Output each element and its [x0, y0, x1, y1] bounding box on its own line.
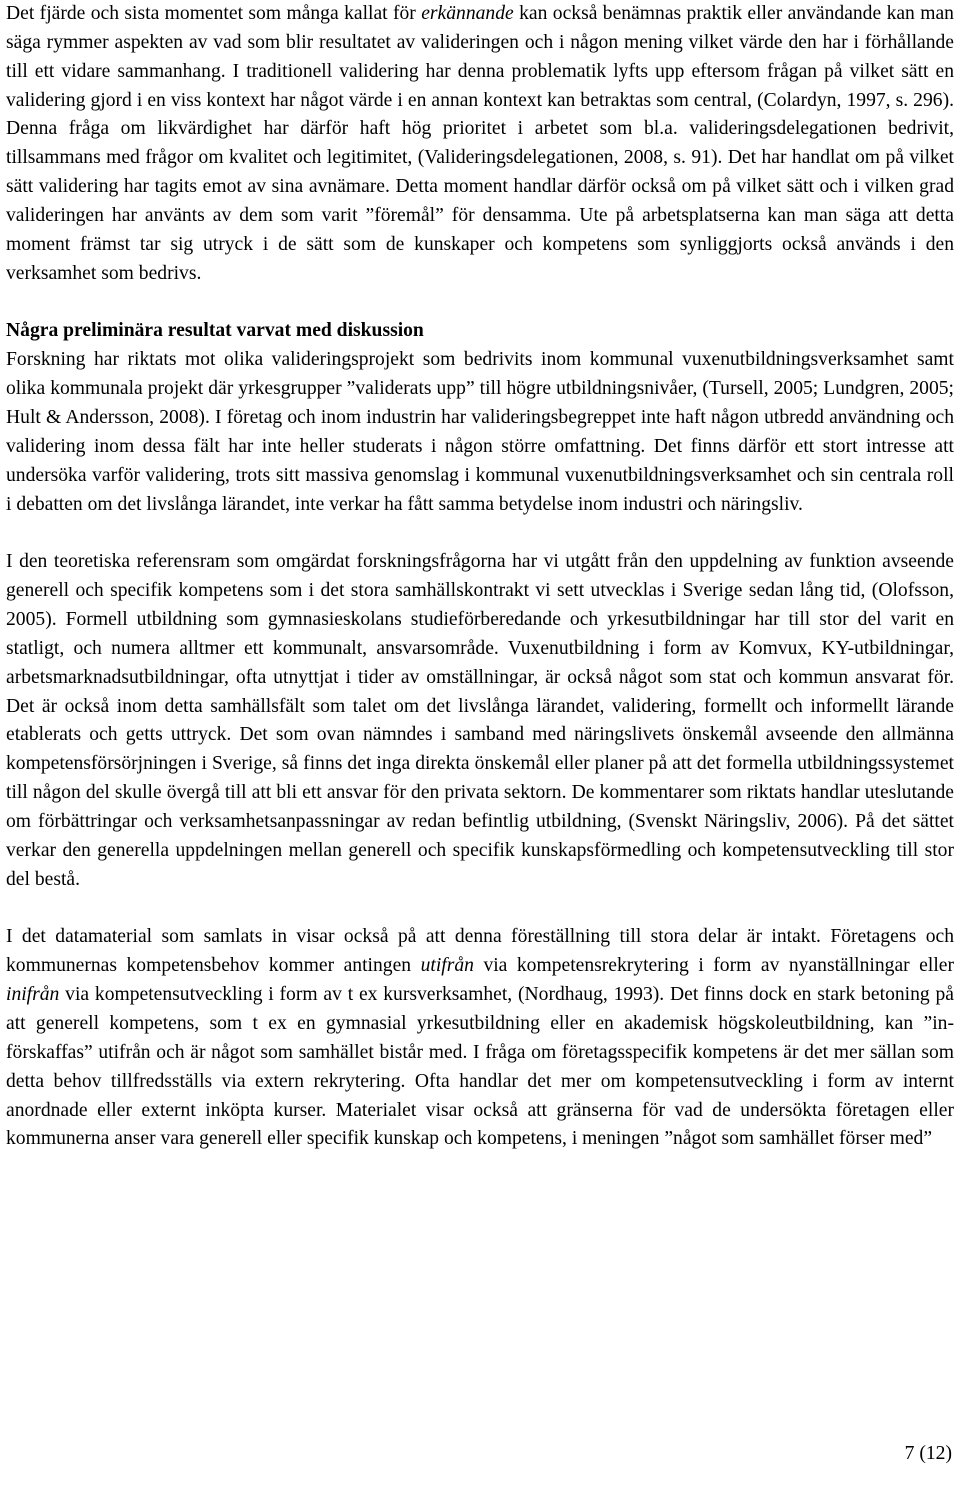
paragraph-erkannande: [6, 0, 954, 288]
paragraph-datamaterial: [6, 923, 954, 1154]
paragraph-forskning: Forskning har riktats mot olika valideringsprojekt som bedrivits inom kommunal vuxenutbildningsverksamhet samt olika kommunala projekt där yrkesgrupper ”validerats upp” till högre utbildningsnivåer, (Tursell, 2005; Lundgren, 2005; Hult & Andersson, 2008). I företag och inom industrin har valideringsbegreppet inte haft någon utbredd användning och validering inom dessa fält har inte heller studerats i någon större omfattning. Det finns därför ett stort intresse att undersöka varför validering, trots sitt massiva genomslag i kommunal vuxenutbildningsverksamhet och sin centrala roll i debatten om det livslånga lärandet, inte verkar ha fått samma betydelse inom industri och näringsliv.: [6, 349, 954, 515]
paragraph-spacer: [6, 288, 954, 317]
emphasis-erkannande: erkännande: [421, 3, 514, 24]
text-run: I det datamaterial som samlats in visar också på att denna föreställning till stora delar är intakt. Företagens och kommunernas kompetensbehov kommer antingen: [6, 926, 954, 977]
paragraph-spacer: [6, 894, 954, 923]
page-number: 7 (12): [904, 1443, 952, 1464]
emphasis-utifran: utifrån: [420, 955, 474, 977]
text-run: via kompetensrekrytering i form av nyanställningar eller: [473, 955, 954, 977]
paragraph-teoretiska-referensram: I den teoretiska referensram som omgärdat forskningsfrågorna har vi utgått från den uppdelning av funktion avseende generell och specifik kompetens som i det stora samhällskontrakt vi sett utvecklas i Sverige sedan lång tid, (Olofsson, 2005). Formell utbildning som gymnasieskolans studieförberedande och yrkesutbildningar har till stor del varit en statligt, och numera alltmer ett kommunalt, ansvarsområde. Vuxenutbildning i form av Komvux, KY-utbildningar, arbetsmarknadsutbildningar, ofta utnyttjat i tider av omställningar, är också något som stat och kommun ansvarat för. Det är också inom detta samhällsfält som talet om det livslånga lärandet, validering, formellt och informellt lärande etablerats och getts uttryck. Det som ovan nämndes i samband med näringslivets önskemål avseende den allmänna kompetensförsörjningen i Sverige, så finns det inga direkta önskemål eller planer på att det formella utbildningssystemet till någon del skulle övergå till att bli ett ansvar för den privata sektorn. De kommentarer som riktats handlar uteslutande om förbättringar och verksamhetsanpassningar av redan befintlig utbildning, (Svenskt Näringsliv, 2006). På det sättet verkar den generella uppdelningen mellan generell och specifik kunskapsförmedling och kompetensutveckling till stor del bestå.: [6, 551, 954, 890]
text-run: kan också benämnas praktik eller användande kan man säga rymmer aspekten av vad som blir resultatet av valideringen och i någon mening vilket värde den har i förhållande till ett vidare sammanhang. I traditionell validering har denna problematik lyfts upp eftersom frågan på vilket sätt en validering gjord i en viss kontext har något värde i en annan kontext kan betraktas som central, (Colardyn, 1997, s. 296). Denna fråga om likvärdighet har därför haft hög prioritet i arbetet som bl.a. valideringsdelegationen bedrivit, tillsammans med frågor om kvalitet och legitimitet, (Valideringsdelegationen, 2008, s. 91). Det har handlat om på vilket sätt validering har tagits emot av sina avnämare. Detta moment handlar därför också om på vilket sätt och i vilken grad valideringen har använts av dem som varit ”föremål” för densamma. Ute på arbetsplatserna kan man säga att detta moment främst tar sig utryck i de sätt som de kunskaper och kompetens som synliggjorts också används i den verksamhet som bedrivs.: [6, 3, 954, 284]
section-heading: Några preliminära resultat varvat med diskussion: [6, 320, 424, 342]
paragraph-spacer: [6, 519, 954, 548]
document-page: [6, 0, 954, 1154]
text-run: via kompetensutveckling i form av t ex kursverksamhet, (Nordhaug, 1993). Det finns dock en stark betoning på att generell kompetens, som t ex en gymnasial yrkesutbildning eller en akademisk högskoleutbildning, kan ”införskaffas” utifrån och är något som samhället bistår med. I fråga om företagsspecifik kompetens är det mer sällan som detta behov tillfredsställs via extern rekrytering. Ofta handlar det mer om kompetensutveckling i form av internt anordnade eller externt inköpta kurser. Materialet visar också att gränserna för vad de undersökta företagen eller kommunerna anser vara generell eller specifik kunskap och kompetens, i meningen ”något som samhället förser med”: [6, 984, 954, 1150]
text-run: Det fjärde och sista momentet som många kallat för: [6, 3, 422, 24]
emphasis-inifran: inifrån: [6, 984, 60, 1006]
